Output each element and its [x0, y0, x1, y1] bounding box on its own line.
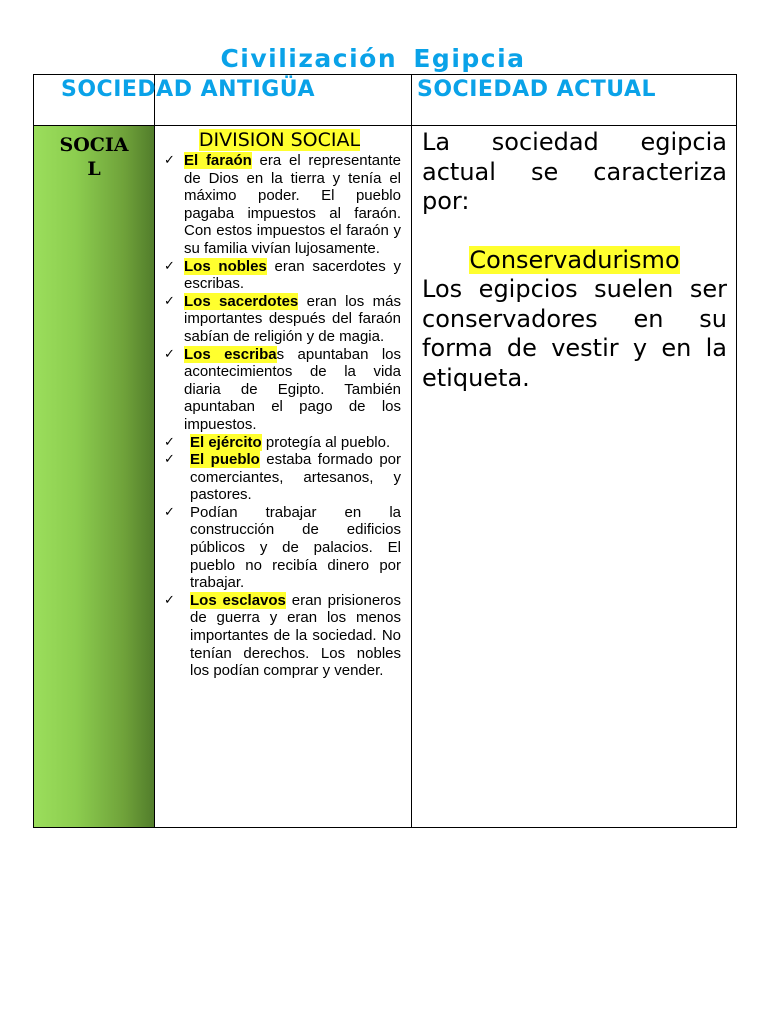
- checkmark-icon: ✓: [164, 258, 175, 274]
- checkmark-icon: ✓: [164, 504, 175, 520]
- list-item: ✓ Los escribas apuntaban los acontecimientos de la vida diaria de Egipto. También apuntaban el pago de los impuestos.: [164, 345, 401, 433]
- list-item: ✓ El pueblo estaba formado por comerciantes, artesanos, y pastores.: [164, 451, 401, 504]
- list-item: ✓ El ejército protegía al pueblo.: [164, 433, 391, 451]
- comparison-table: [33, 74, 737, 828]
- checkmark-icon: ✓: [164, 452, 175, 468]
- list-item: ✓ Podían trabajar en la construcción de edificios públicos y de palacios. El pueblo no recibía dinero por trabajar.: [164, 503, 401, 592]
- checkmark-icon: ✓: [164, 293, 175, 309]
- list-item: ✓ Los nobles eran sacerdotes y escribas.: [164, 257, 401, 293]
- checkmark-icon: ✓: [164, 153, 175, 168]
- list-item: ✓ Los sacerdotes eran los más importantes después del faraón sabían de religión y de magia.: [164, 292, 401, 345]
- division-social-title: DIVISION SOCIAL: [198, 129, 361, 151]
- actual-body: Los egipcios suelen ser conservadores en su forma de vestir y en la etiqueta.: [422, 275, 727, 392]
- list-item: ✓ Los esclavos eran prisioneros de guerra y eran los menos importantes de la sociedad. No tenían derechos. Los nobles los podían comprar y vender.: [164, 591, 401, 680]
- checkmark-icon: ✓: [164, 592, 175, 608]
- sociedad-actual-cell: [422, 128, 727, 393]
- division-list: [158, 152, 401, 680]
- row-label-cell: [34, 126, 154, 827]
- column-divider-2: [411, 75, 412, 827]
- actual-intro: La sociedad egipcia actual se caracteriza por:: [422, 128, 727, 215]
- checkmark-icon: ✓: [164, 434, 175, 450]
- row-label-social: SOCIA L: [59, 134, 129, 180]
- header-sociedad-antigua: SOCIEDAD ANTIGÜA: [61, 77, 316, 102]
- actual-heading: Conservadurismo: [469, 245, 680, 274]
- checkmark-icon: ✓: [164, 346, 175, 362]
- division-social-cell: [158, 128, 401, 680]
- page-title: Civilización Egipcia: [220, 44, 526, 73]
- list-item: ✓ El faraón era el representante de Dios en la tierra y tenía el máximo poder. El pueblo pagaba impuestos al faraón. Con estos impuestos el faraón y su familia vivían lujosamente.: [164, 152, 401, 257]
- header-sociedad-actual: SOCIEDAD ACTUAL: [417, 77, 657, 102]
- column-divider-1: [154, 75, 155, 827]
